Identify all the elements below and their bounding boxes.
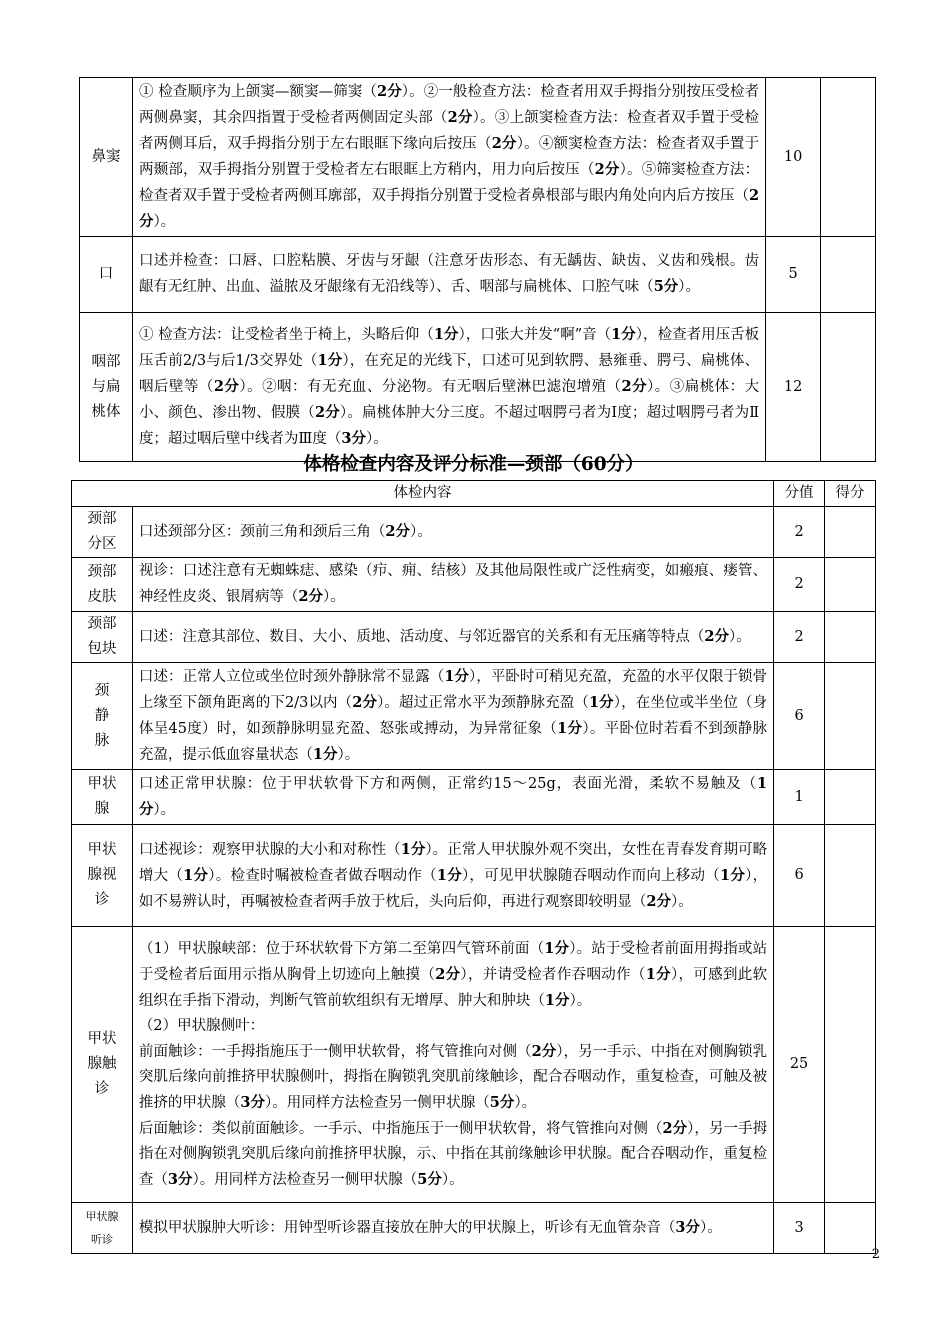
score-cell[interactable] <box>821 313 876 462</box>
row-content: ① 检查方法：让受检者坐于椅上，头略后仰（1分），口张大并发“啊”音（1分），检查者用压舌板压舌前2/3与后1/3交界处（1分），在充足的光线下，口述可见到软腭、悬雍垂、腭弓、扁桃体、咽后壁等（2分）。②咽：有无充血、分泌物。有无咽后壁淋巴滤泡增殖（2分）。③扁桃体：大小、颜色、渗出物、假膜（2分）。扁桃体肿大分三度。不超过咽腭弓者为Ⅰ度；超过咽腭弓者为Ⅱ度；超过咽后壁中线者为Ⅲ度（3分）。 <box>132 313 765 462</box>
row-score: 3 <box>774 1203 825 1254</box>
row-score: 10 <box>766 78 821 237</box>
table-row <box>72 612 876 663</box>
row-name: 甲状 腺触 诊 <box>72 927 133 1203</box>
row-name: 颈 静 脉 <box>72 663 133 770</box>
score-cell[interactable] <box>821 237 876 313</box>
score-cell[interactable] <box>825 825 876 927</box>
table-row <box>72 507 876 558</box>
row-content: 口述：正常人立位或坐位时颈外静脉常不显露（1分），平卧时可稍见充盈，充盈的水平仅限于锁骨上缘至下颌角距离的下2/3以内（2分）。超过正常水平为颈静脉充盈（1分），在坐位或半坐位（身体呈45度）时，如颈静脉明显充盈、怒张或搏动，为异常征象（1分）。平卧位时若看不到颈静脉充盈，提示低血容量状态（1分）。 <box>132 663 773 770</box>
row-score: 6 <box>774 825 825 927</box>
row-score: 2 <box>774 558 825 612</box>
row-name: 颈部 分区 <box>72 507 133 558</box>
row-content: 口述视诊：观察甲状腺的大小和对称性（1分）。正常人甲状腺外观不突出，女性在青春发育期可略增大（1分）。检查时嘱被检查者做吞咽动作（1分），可见甲状腺随吞咽动作而向上移动（1分），如不易辨认时，再嘱被检查者两手放于枕后，头向后仰，再进行观察即较明显（2分）。 <box>132 825 773 927</box>
score-cell[interactable] <box>821 78 876 237</box>
table-row <box>80 78 876 237</box>
row-score: 25 <box>774 927 825 1203</box>
row-score: 1 <box>774 770 825 825</box>
row-name: 甲状 腺视 诊 <box>72 825 133 927</box>
table-row <box>72 1203 876 1254</box>
row-score: 2 <box>774 612 825 663</box>
paragraph: （2）甲状腺侧叶： <box>138 1018 265 1034</box>
row-score: 6 <box>774 663 825 770</box>
row-score: 5 <box>766 237 821 313</box>
row-score: 12 <box>766 313 821 462</box>
score-cell[interactable] <box>825 612 876 663</box>
row-score: 2 <box>774 507 825 558</box>
paragraph: 后面触诊：类似前面触诊。一手示、中指施压于一侧甲状软骨，将气管推向对侧（2分），另一手拇指在对侧胸锁乳突肌后缘向前推挤甲状腺，示、中指在其前缘触诊甲状腺。配合吞咽动作，重复检查（3分）。用同样方法检查另一侧甲状腺（5分）。 <box>138 1120 768 1188</box>
table-row <box>72 558 876 612</box>
neck-exam-table <box>71 480 876 1254</box>
table-row <box>72 825 876 927</box>
row-content: 模拟甲状腺肿大听诊：用钟型听诊器直接放在肿大的甲状腺上，听诊有无血管杂音（3分）。 <box>132 1203 773 1254</box>
score-cell[interactable] <box>825 770 876 825</box>
row-content: 口述并检查：口唇、口腔粘膜、牙齿与牙龈（注意牙齿形态、有无龋齿、缺齿、义齿和残根。齿龈有无红肿、出血、溢脓及牙龈缘有无沿线等）、舌、咽部与扁桃体、口腔气味（5分）。 <box>132 237 765 313</box>
table-row <box>80 237 876 313</box>
score-cell[interactable] <box>825 927 876 1203</box>
row-content: ① 检查顺序为上颌窦—额窦—筛窦（2分）。②一般检查方法：检查者用双手拇指分别按压受检者两侧鼻窦，其余四指置于受检者两侧固定头部（2分）。③上颌窦检查方法：检查者双手置于受检者两侧耳后，双手拇指分别于左右眼眶下缘向后按压（2分）。④额窦检查方法：检查者双手置于两颞部，双手拇指分别置于受检者左右眼眶上方稍内，用力向后按压（2分）。⑤筛窦检查方法：检查者双手置于受检者两侧耳廓部，双手拇指分别置于受检者鼻根部与眼内角处向内后方按压（2分）。 <box>132 78 765 237</box>
row-name: 口 <box>80 237 133 313</box>
row-content: 口述：注意其部位、数目、大小、质地、活动度、与邻近器官的关系和有无压痛等特点（2分）。 <box>132 612 773 663</box>
score-cell[interactable] <box>825 1203 876 1254</box>
table-row <box>72 927 876 1203</box>
page-number: 2 <box>871 1247 880 1262</box>
row-content: 口述颈部分区：颈前三角和颈后三角（2分）。 <box>132 507 773 558</box>
header-get: 得分 <box>825 481 876 507</box>
table-row <box>72 663 876 770</box>
row-name: 鼻窦 <box>80 78 133 237</box>
section-title: 体格检查内容及评分标准—颈部（60分） <box>303 454 644 475</box>
paragraph: （1）甲状腺峡部：位于环状软骨下方第二至第四气管环前面（1分）。站于受检者前面用拇指或站于受检者后面用示指从胸骨上切迹向上触摸（2分），并请受检者作吞咽动作（1分），可感到此软组织在手指下滑动，判断气管前软组织有无增厚、肿大和肿块（1分）。 <box>138 940 768 1009</box>
score-cell[interactable] <box>825 663 876 770</box>
paragraph: 前面触诊：一手拇指施压于一侧甲状软骨，将气管推向对侧（2分），另一手示、中指在对侧胸锁乳突肌后缘向前推挤甲状腺侧叶，拇指在胸锁乳突肌前缘触诊，配合吞咽动作，重复检查，可触及被推挤的甲状腺（3分）。用同样方法检查另一侧甲状腺（5分）。 <box>138 1043 768 1111</box>
row-name: 甲状腺 听诊 <box>72 1203 133 1254</box>
row-content: 视诊：口述注意有无蜘蛛痣、感染（疖、痈、结核）及其他局限性或广泛性病变，如瘢痕、瘘管、神经性皮炎、银屑病等（2分）。 <box>132 558 773 612</box>
header-score: 分值 <box>774 481 825 507</box>
row-name: 颈部 皮肤 <box>72 558 133 612</box>
nose-mouth-table <box>79 77 876 462</box>
score-cell[interactable] <box>825 558 876 612</box>
table-header-row <box>72 481 876 507</box>
row-content <box>132 927 773 1203</box>
table-row <box>80 313 876 462</box>
row-name: 颈部 包块 <box>72 612 133 663</box>
row-content: 口述正常甲状腺：位于甲状软骨下方和两侧，正常约15～25g，表面光滑，柔软不易触及（1分）。 <box>132 770 773 825</box>
table-row <box>72 770 876 825</box>
header-content: 体检内容 <box>72 481 774 507</box>
score-cell[interactable] <box>825 507 876 558</box>
row-name: 甲状 腺 <box>72 770 133 825</box>
row-name: 咽部 与扁 桃体 <box>80 313 133 462</box>
